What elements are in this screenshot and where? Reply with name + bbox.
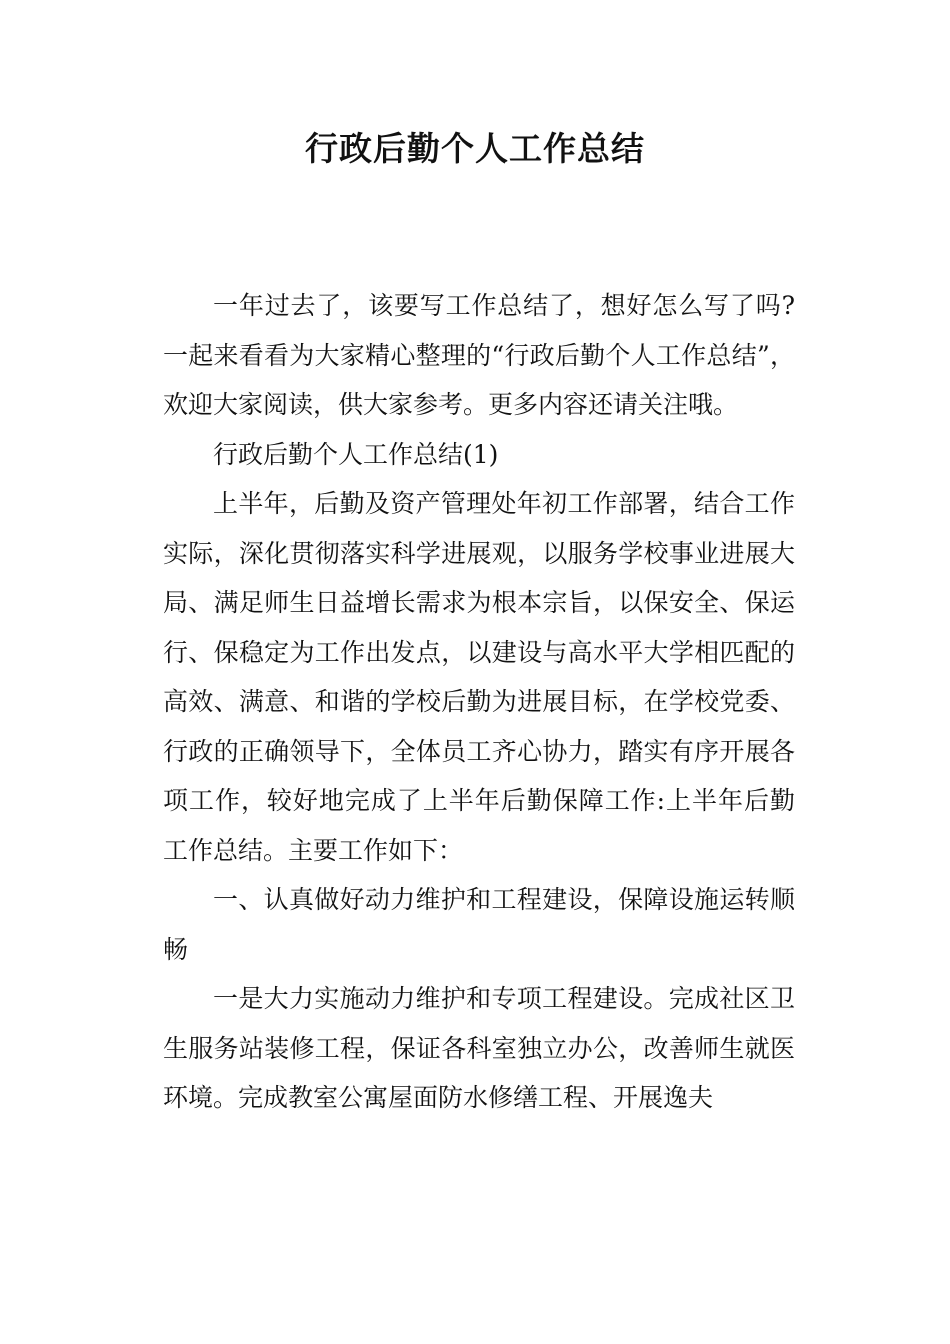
intro-paragraph: 一年过去了，该要写工作总结了，想好怎么写了吗?一起来看看为大家精心整理的“行政后勤个人工作总结”，欢迎大家阅读，供大家参考。更多内容还请关注哦。 bbox=[163, 291, 795, 419]
summary-paragraph: 上半年，后勤及资产管理处年初工作部署，结合工作实际，深化贯彻落实科学进展观，以服务学校事业进展大局、满足师生日益增长需求为根本宗旨，以保安全、保运行、保稳定为工作出发点，以建设与高水平大学相匹配的高效、满意、和谐的学校后勤为进展目标，在学校党委、行政的正确领导下，全体员工齐心协力，踏实有序开展各项工作，较好地完成了上半年后勤保障工作:上半年后勤工作总结。主要工作如下： bbox=[163, 489, 795, 865]
section-heading-1: 行政后勤个人工作总结(1) bbox=[213, 439, 499, 469]
section-heading-part-1: 一、认真做好动力维护和工程建设，保障设施运转顺畅 bbox=[163, 885, 795, 964]
document-title: 行政后勤个人工作总结 bbox=[305, 129, 645, 168]
detail-paragraph: 一是大力实施动力维护和专项工程建设。完成社区卫生服务站装修工程，保证各科室独立办公，改善师生就医环境。完成教室公寓屋面防水修缮工程、开展逸夫 bbox=[163, 984, 795, 1112]
document-body bbox=[163, 281, 795, 1123]
